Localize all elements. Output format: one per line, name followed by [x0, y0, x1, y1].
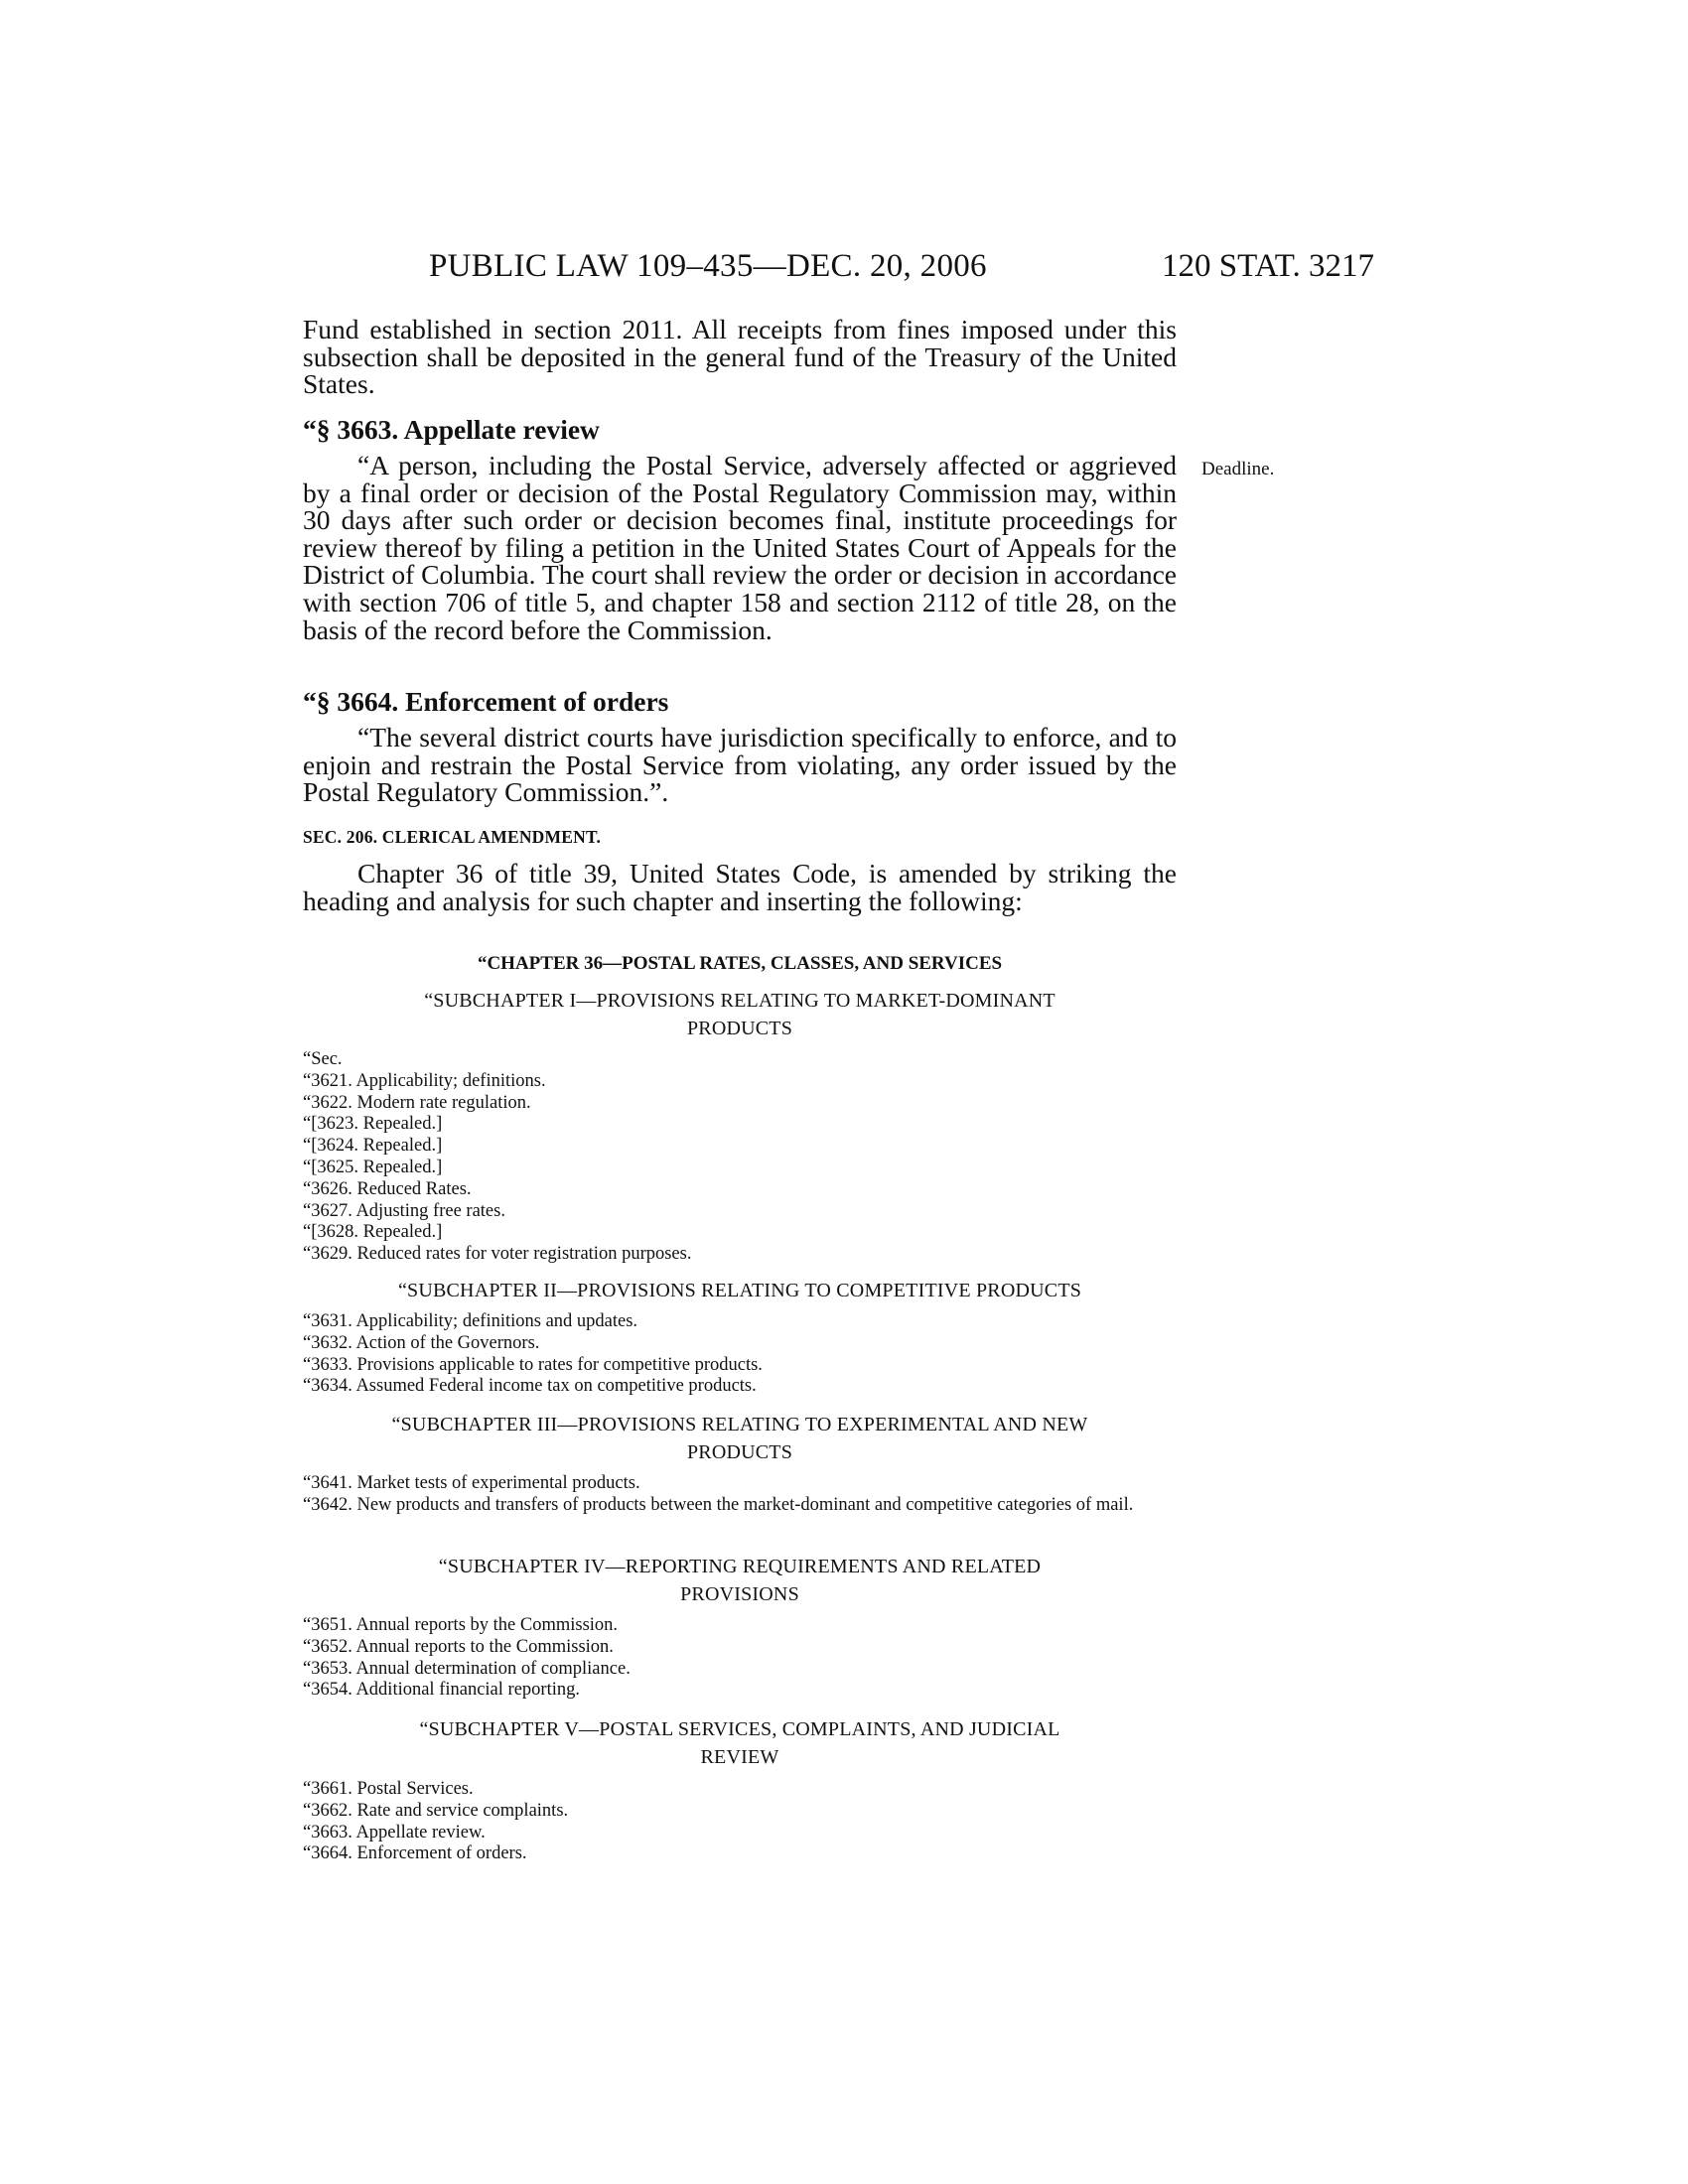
running-head: PUBLIC LAW 109–435—DEC. 20, 2006: [429, 248, 987, 284]
list-item: “3631. Applicability; definitions and updates.: [303, 1311, 638, 1331]
list-item: “3627. Adjusting free rates.: [303, 1200, 505, 1221]
subchapter-heading: [303, 1277, 1177, 1304]
list-item: “Sec.: [303, 1049, 343, 1069]
subchapter-heading-line: “SUBCHAPTER IV—REPORTING REQUIREMENTS AND RELATED: [438, 1556, 1042, 1577]
list-item: “3632. Action of the Governors.: [303, 1332, 540, 1353]
sec-heading: SEC. 206. CLERICAL AMENDMENT.: [303, 827, 602, 847]
list-item: “3663. Appellate review.: [303, 1822, 486, 1843]
sec-paragraph: Chapter 36 of title 39, United States Code, is amended by striking the heading and analysis for such chapter and inserting the following:: [303, 858, 1177, 916]
subchapter-heading-line: PRODUCTS: [686, 1018, 793, 1039]
list-item: “3654. Additional financial reporting.: [303, 1680, 580, 1701]
continuation-paragraph: Fund established in section 2011. All receipts from fines imposed under this subsection shall be deposited in the general fund of the Treasury of the United States.: [303, 314, 1177, 400]
list-item: “3622. Modern rate regulation.: [303, 1092, 531, 1113]
subchapter-heading-line: REVIEW: [700, 1746, 779, 1768]
chapter-heading: “CHAPTER 36—POSTAL RATES, CLASSES, AND SERVICES: [477, 953, 1003, 974]
list-item: “[3624. Repealed.]: [303, 1136, 443, 1157]
subchapter-heading-line: PRODUCTS: [686, 1441, 793, 1463]
list-item: “3661. Postal Services.: [303, 1779, 474, 1799]
subchapter-heading-line: “SUBCHAPTER II—PROVISIONS RELATING TO COMPETITIVE PRODUCTS: [397, 1280, 1082, 1301]
section-list: [303, 1473, 1177, 1517]
list-item: “3621. Applicability; definitions.: [303, 1070, 546, 1091]
statute-page-reference: 120 STAT. 3217: [1161, 248, 1374, 284]
section-heading: “§ 3663. Appellate review: [303, 414, 600, 445]
list-item: “3634. Assumed Federal income tax on competitive products.: [303, 1376, 757, 1397]
subchapter-heading-line: “SUBCHAPTER V—POSTAL SERVICES, COMPLAINTS, AND JUDICIAL: [419, 1718, 1060, 1740]
subchapter-heading: [303, 987, 1177, 1042]
list-item: “3626. Reduced Rates.: [303, 1178, 472, 1199]
sec-206-body: [303, 860, 1177, 914]
section-list: [303, 1049, 1177, 1266]
list-item: “3629. Reduced rates for voter registration purposes.: [303, 1244, 692, 1265]
section-list: [303, 1615, 1177, 1702]
section-3664: [303, 687, 1177, 717]
section-3664-body: [303, 724, 1177, 806]
list-item: “3641. Market tests of experimental products.: [303, 1473, 640, 1493]
subchapter-heading: [303, 1553, 1177, 1608]
subchapter-heading-line: “SUBCHAPTER III—PROVISIONS RELATING TO EXPERIMENTAL AND NEW: [391, 1414, 1088, 1435]
list-item: “3662. Rate and service complaints.: [303, 1800, 569, 1821]
section-list: [303, 1311, 1177, 1398]
continuation-block: [303, 316, 1177, 398]
subchapter-heading-line: PROVISIONS: [680, 1583, 799, 1605]
list-item: “[3623. Repealed.]: [303, 1114, 443, 1135]
list-item: “3664. Enforcement of orders.: [303, 1843, 527, 1864]
section-list: [303, 1779, 1177, 1865]
list-item: “3653. Annual determination of compliance.: [303, 1658, 631, 1679]
section-heading: “§ 3664. Enforcement of orders: [303, 686, 669, 717]
subchapter-heading-line: “SUBCHAPTER I—PROVISIONS RELATING TO MARKET-DOMINANT: [424, 990, 1055, 1012]
section-paragraph: “A person, including the Postal Service, adversely affected or aggrieved by a final order or decision of the Postal Regulatory Commission may, within 30 days after such order or decision becomes final, institute proceedings for review thereof by filing a petition in the United States Court of Appeals for the District of Columbia. The court shall review the order or decision in accordance with section 706 of title 5, and chapter 158 and section 2112 of title 28, on the basis of the record before the Commission.: [303, 450, 1177, 645]
subchapter-heading: [303, 1411, 1177, 1466]
section-3663: [303, 415, 1177, 445]
list-item: “3652. Annual reports to the Commission.: [303, 1636, 614, 1657]
list-item: “[3628. Repealed.]: [303, 1222, 443, 1243]
list-item: “3642. New products and transfers of products between the market-dominant and competitive categories of mail.: [303, 1494, 1134, 1515]
list-item: “[3625. Repealed.]: [303, 1157, 443, 1177]
subchapter-heading: [303, 1715, 1177, 1771]
list-item: “3633. Provisions applicable to rates for competitive products.: [303, 1354, 763, 1375]
section-3663-body: [303, 452, 1177, 643]
sec-206: [303, 827, 1177, 848]
section-paragraph: “The several district courts have jurisdiction specifically to enforce, and to enjoin and restrain the Postal Service from violating, any order issued by the Postal Regulatory Commission.”.: [303, 722, 1177, 808]
list-item: “3651. Annual reports by the Commission.: [303, 1615, 619, 1635]
margin-note: Deadline.: [1201, 459, 1275, 479]
